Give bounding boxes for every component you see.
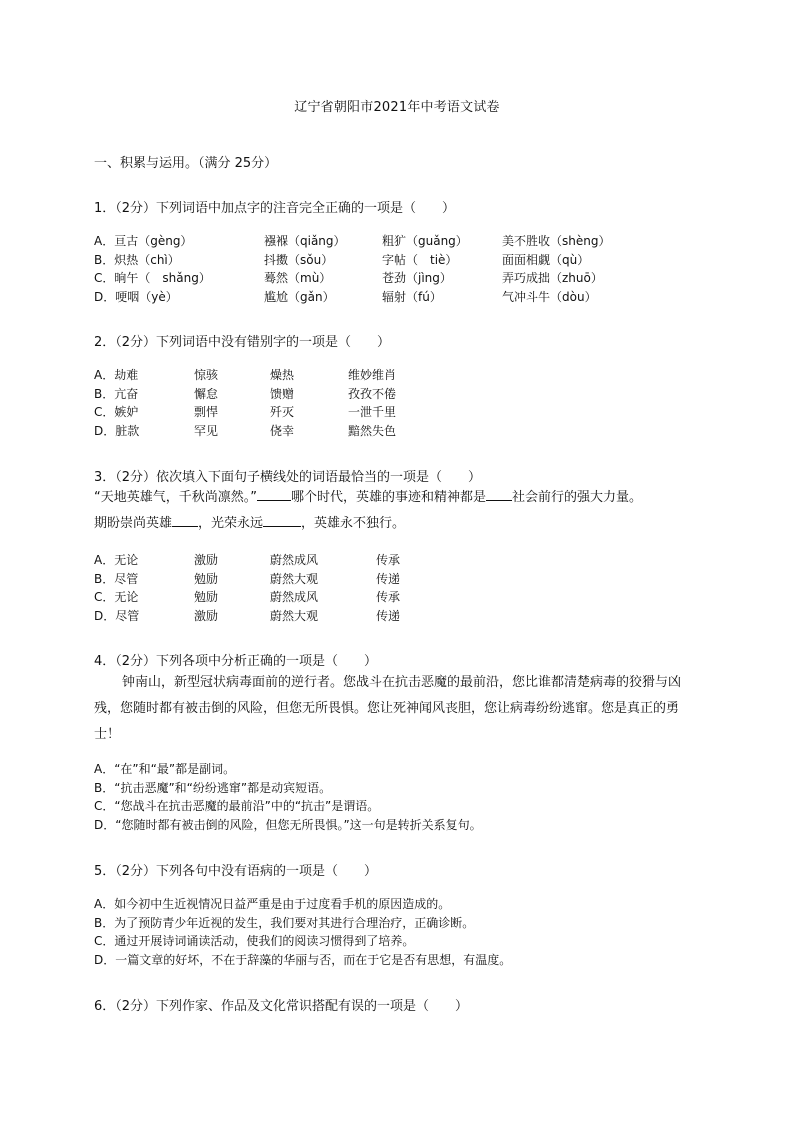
section-heading: 一、积累与运用。（满分 25分）	[94, 156, 278, 171]
question-2-stem: 2．（2分）下列词语中没有错别字的一项是（ ）	[94, 335, 391, 350]
fill-blank-4	[263, 514, 301, 527]
question-5-stem: 5．（2分）下列各句中没有语病的一项是（ ）	[94, 864, 378, 879]
question-6-stem: 6．（2分）下列作家、作品及文化常识搭配有误的一项是（ ）	[94, 999, 469, 1014]
fill-blank-2	[486, 488, 512, 501]
question-1-stem: 1．（2分）下列词语中加点字的注音完全正确的一项是（ ）	[94, 201, 456, 216]
question-3-text-1: “天地英雄气，千秋尚凛然。”	[94, 490, 257, 505]
question-3-text-3: 社会前行的强大力量。	[512, 490, 643, 505]
exam-title: 辽宁省朝阳市2021年中考语文试卷	[294, 100, 500, 115]
question-3-text-6: ，英雄永不独行。	[301, 516, 406, 531]
fill-blank-1	[257, 488, 291, 501]
question-3-stem: 3．（2分）依次填入下面句子横线处的词语最恰当的一项是（ ）	[94, 470, 482, 485]
question-4-passage: 钟南山，新型冠状病毒面前的逆行者。您战斗在抗击恶魔的最前沿，您比谁都清楚病毒的狡猾与凶残，您随时都有被击倒的风险，但您无所畏惧。您让死神闻风丧胆，您让病毒纷纷逃窜。您是真正的勇士！	[94, 675, 682, 742]
exam-page: 辽宁省朝阳市2021年中考语文试卷 一、积累与运用。（满分 25分） 1．（2分）下列词语中加点字的注音完全正确的一项是（ ） A．亘古（gèng） 襁褓（qiǎng） 粗犷（guǎng） 美不胜收（shèng） B．炽热（chì） 抖擞（sǒu） 字帖（ tiè） 面面相觑（qù） C．晌午（ shǎng） 蓦然（mù） 苍劲（jìng） 弄巧成拙（zhuō） D．哽咽（yè） 尴尬（gǎn） 辐射（fú） 气冲斗牛（dòu） 2．（2分）下列词语中没有错别字的一项是（ ） A．劫难 惊骇 燥热 维妙维肖 B．亢奋 懈怠 馈赠 孜孜不倦 C．嫉妒 剽悍 歼灭 一泄千里 D．脏款 罕见 侥幸 黯然失色 3．（2分）依次填入下面句子横线处的词语最恰当的一项是（ ） “天地英雄气，千秋尚凛然。” 哪个时代，英雄的事迹和精神都是 社会前行的强大力量。 期盼崇尚英雄 ，光荣永远 ，英雄永不独行。 A．无论 激励 蔚然成风 传承 B．尽管 勉励 蔚然大观 传递 C．无论 勉励 蔚然成风 传承 D．尽管 激励 蔚然大观 传递 4．（2分）下列各项中分析正确的一项是（ ） 钟南山，新型冠状病毒面前的逆行者。您战斗在抗击恶魔的最前沿，您比谁都清楚病毒的狡猾与凶残，您随时都有被击倒的风险，但您无所畏惧。您让死神闻风丧胆，您让病毒纷纷逃窜。您是真正的勇士！ A．“在”和“最”都是副词。 B．“抗击恶魔”和“纷纷逃窜”都是动宾短语。 C．“您战斗在抗击恶魔的最前沿”中的“抗击”是谓语。 D．“您随时都有被击倒的风险，但您无所畏惧。”这一句是转折关系复句。 5．（2分）下列各句中没有语病的一项是（ ） A．如今初中生近视情况日益严重是由于过度看手机的原因造成的。 B．为了预防青少年近视的发生，我们要对其进行合理治疗，正确诊断。 C．通过开展诗词诵读活动，使我们的阅读习惯得到了培养。 D．一篇文章的好坏，不在于辞藻的华丽与否，而在于它是否有思想，有温度。 6．（2分）下列作家、作品及文化常识搭配有误的一项是（ ）	[0, 0, 794, 1123]
question-3-text-5: ，光荣永远	[198, 516, 264, 531]
question-3-passage	[94, 485, 700, 537]
fill-blank-3	[172, 514, 198, 527]
question-4-stem: 4．（2分）下列各项中分析正确的一项是（ ）	[94, 654, 378, 669]
question-3-text-2: 哪个时代，英雄的事迹和精神都是	[290, 490, 486, 505]
question-3-text-4: 期盼崇尚英雄	[94, 516, 173, 531]
